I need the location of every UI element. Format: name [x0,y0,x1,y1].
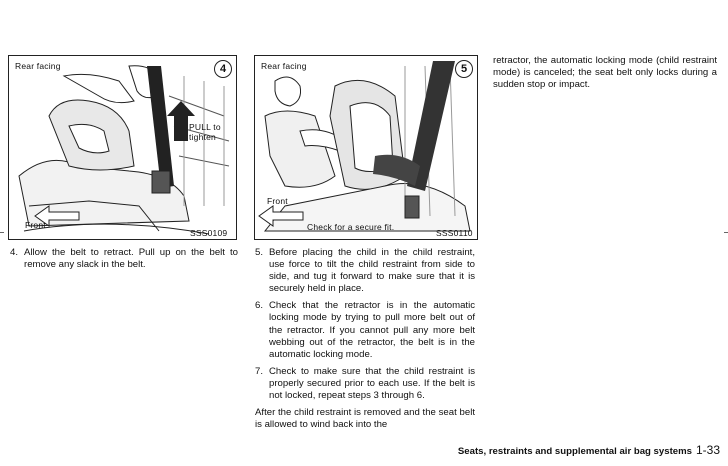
page-number: 1-33 [695,443,720,457]
step-text: Allow the belt to retract. Pull up on the belt to remove any slack in the belt. [24,247,238,271]
figure-left [8,55,237,240]
step-number: 4. [10,247,19,258]
page-footer [458,443,720,457]
step-text: Check to make sure that the child restraint is properly secured prior to each use. If the belt is not locked, repeat steps 3 through 6. [269,365,475,402]
figure-number: 4 [214,60,232,78]
step-number: 6. [255,300,264,312]
paragraph-after-removal: After the child restraint is removed and the seat belt is allowed to wind back into the [255,407,475,431]
paragraph-continued: retractor, the automatic locking mode (child restraint mode) is canceled; the seat belt only locks during a sudden stop or impact. [493,55,717,91]
step-text: Check that the retractor is in the automatic locking mode by trying to pull more belt out of the retractor. If you cannot pull any more belt webbing out of the retractor, the belt is in the automatic locking mode. [269,300,475,360]
figure-label-rear-facing: Rear facing [15,61,61,71]
figure-label-front: Front [25,220,46,230]
figure-code: SSS0109 [190,228,228,238]
column-middle [255,247,475,431]
list-item-step-7 [255,366,475,402]
figure-label-check-fit: Check for a secure fit. [307,222,395,232]
figure-label-rear-facing: Rear facing [261,61,307,71]
margin-tick-left [0,232,4,233]
figure-number: 5 [455,60,473,78]
column-left [10,247,238,276]
list-item-step-6 [255,300,475,360]
pull-label-line1: PULL to [189,122,221,132]
column-right [493,55,717,91]
figure-label-front: Front [267,196,288,206]
section-title: Seats, restraints and supplemental air bag systems [457,446,692,457]
figure-left-illustration [9,56,236,239]
figure-code: SSS0110 [436,228,473,238]
pull-label-line2: tighten [189,132,216,142]
list-item-step-4 [10,247,238,271]
list-item-step-5 [255,247,475,295]
figure-middle [254,55,478,240]
step-number: 5. [255,247,264,258]
step-number: 7. [255,365,264,377]
margin-tick-right [724,232,728,233]
step-text: Before placing the child in the child restraint, use force to tilt the child restraint from side to side, and tug it forward to make sure that it is securely held in place. [269,247,475,295]
figure-middle-illustration [255,56,477,239]
